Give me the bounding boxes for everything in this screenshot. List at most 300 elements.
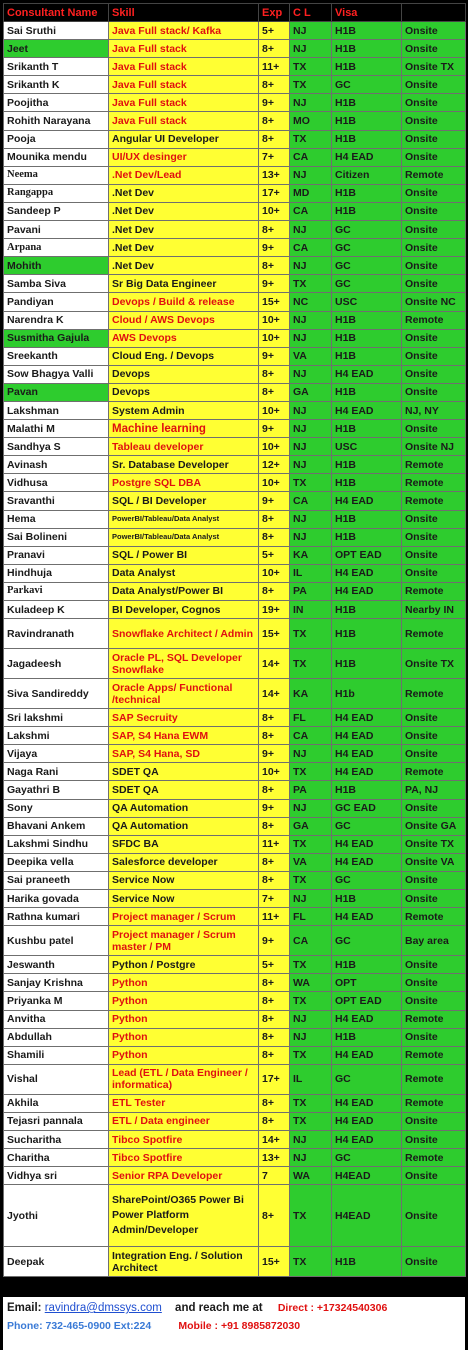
location-cell: TX <box>290 835 332 853</box>
visa-cell: OPT EAD <box>332 546 402 564</box>
table-row <box>4 1167 466 1185</box>
location-cell: KA <box>290 679 332 709</box>
consultant-name-cell: Ravindranath <box>4 619 109 649</box>
header-exp: Exp <box>259 4 290 22</box>
table-row <box>4 1094 466 1112</box>
experience-cell: 15+ <box>259 619 290 649</box>
work-mode-cell: Remote <box>402 763 466 781</box>
visa-cell: GC <box>332 1064 402 1094</box>
experience-cell: 17+ <box>259 1064 290 1094</box>
skill-cell: PowerBI/Tableau/Data Analyst <box>109 528 259 546</box>
experience-cell: 10+ <box>259 438 290 456</box>
skill-cell: Oracle PL, SQL Developer Snowflake <box>109 649 259 679</box>
work-mode-cell: Remote <box>402 1010 466 1028</box>
location-cell: NJ <box>290 329 332 347</box>
consultant-name-cell: Sony <box>4 799 109 817</box>
skill-cell: Snowflake Architect / Admin <box>109 619 259 649</box>
visa-cell: GC EAD <box>332 799 402 817</box>
skill-cell: BI Developer, Cognos <box>109 601 259 619</box>
location-cell: CA <box>290 492 332 510</box>
location-cell: NJ <box>290 1130 332 1148</box>
location-cell: MO <box>290 112 332 130</box>
skill-cell: .Net Dev <box>109 202 259 220</box>
visa-cell: H1B <box>332 1028 402 1046</box>
consultant-name-cell: Gayathri B <box>4 781 109 799</box>
skill-cell: Sr. Database Developer <box>109 456 259 474</box>
table-row <box>4 474 466 492</box>
skill-cell: Angular UI Developer <box>109 130 259 148</box>
work-mode-cell: Onsite <box>402 257 466 275</box>
table-row <box>4 763 466 781</box>
experience-cell: 9+ <box>259 347 290 365</box>
table-row <box>4 564 466 582</box>
table-row <box>4 835 466 853</box>
work-mode-cell: Onsite <box>402 546 466 564</box>
table-row <box>4 221 466 239</box>
table-row <box>4 817 466 835</box>
table-row <box>4 365 466 383</box>
location-cell: NJ <box>290 1028 332 1046</box>
location-cell: NJ <box>290 528 332 546</box>
work-mode-cell: Onsite <box>402 202 466 220</box>
consultant-name-cell: Rangappa <box>4 184 109 202</box>
experience-cell: 10+ <box>259 329 290 347</box>
consultant-name-cell: Pavani <box>4 221 109 239</box>
skill-cell: SQL / BI Developer <box>109 492 259 510</box>
location-cell: NJ <box>290 1010 332 1028</box>
table-row <box>4 202 466 220</box>
work-mode-cell: Onsite <box>402 1112 466 1130</box>
location-cell: TX <box>290 619 332 649</box>
table-row <box>4 58 466 76</box>
work-mode-cell: Onsite <box>402 564 466 582</box>
skill-cell: Service Now <box>109 871 259 889</box>
location-cell: IN <box>290 601 332 619</box>
location-cell: TX <box>290 1094 332 1112</box>
visa-cell: H1B <box>332 956 402 974</box>
experience-cell: 8+ <box>259 383 290 401</box>
work-mode-cell: Onsite <box>402 275 466 293</box>
contact-footer <box>3 1297 465 1350</box>
table-row <box>4 329 466 347</box>
visa-cell: H1B <box>332 601 402 619</box>
consultant-name-cell: Samba Siva <box>4 275 109 293</box>
work-mode-cell: Onsite <box>402 890 466 908</box>
consultant-name-cell: Pranavi <box>4 546 109 564</box>
table-row <box>4 438 466 456</box>
work-mode-cell: Onsite NJ <box>402 438 466 456</box>
table-row <box>4 420 466 438</box>
table-row <box>4 148 466 166</box>
experience-cell: 10+ <box>259 474 290 492</box>
table-row <box>4 601 466 619</box>
visa-cell: GC <box>332 239 402 257</box>
location-cell: PA <box>290 781 332 799</box>
work-mode-cell: Onsite <box>402 130 466 148</box>
consultant-name-cell: Mounika mendu <box>4 148 109 166</box>
visa-cell: H4EAD <box>332 1167 402 1185</box>
table-row <box>4 456 466 474</box>
work-mode-cell: Onsite <box>402 40 466 58</box>
work-mode-cell: Bay area <box>402 926 466 956</box>
consultant-name-cell: Lakshmi Sindhu <box>4 835 109 853</box>
location-cell: NJ <box>290 40 332 58</box>
location-cell: NJ <box>290 365 332 383</box>
skill-cell: Cloud / AWS Devops <box>109 311 259 329</box>
work-mode-cell: Onsite <box>402 420 466 438</box>
table-row <box>4 908 466 926</box>
work-mode-cell: Onsite <box>402 94 466 112</box>
table-row <box>4 1247 466 1277</box>
experience-cell: 8+ <box>259 510 290 528</box>
table-row <box>4 1028 466 1046</box>
visa-cell: H4 EAD <box>332 853 402 871</box>
work-mode-cell: Onsite <box>402 184 466 202</box>
skill-cell: Data Analyst <box>109 564 259 582</box>
consultant-table <box>3 3 466 1277</box>
consultant-name-cell: Sravanthi <box>4 492 109 510</box>
work-mode-cell: Onsite <box>402 239 466 257</box>
consultant-name-cell: Avinash <box>4 456 109 474</box>
table-row <box>4 871 466 889</box>
work-mode-cell: Remote <box>402 456 466 474</box>
visa-cell: H1B <box>332 58 402 76</box>
location-cell: IL <box>290 1064 332 1094</box>
skill-cell: .Net Dev <box>109 257 259 275</box>
experience-cell: 8+ <box>259 992 290 1010</box>
skill-cell: .Net Dev <box>109 221 259 239</box>
work-mode-cell: Remote <box>402 1046 466 1064</box>
skill-cell: SAP, S4 Hana EWM <box>109 727 259 745</box>
table-row <box>4 94 466 112</box>
consultant-name-cell: Malathi M <box>4 420 109 438</box>
table-row <box>4 799 466 817</box>
work-mode-cell: Onsite <box>402 148 466 166</box>
consultant-name-cell: Charitha <box>4 1149 109 1167</box>
experience-cell: 8+ <box>259 582 290 600</box>
work-mode-cell: Onsite <box>402 1028 466 1046</box>
consultant-name-cell: Vishal <box>4 1064 109 1094</box>
visa-cell: H1B <box>332 890 402 908</box>
skill-cell: SAP Secruity <box>109 709 259 727</box>
work-mode-cell: Onsite <box>402 727 466 745</box>
header-consultant-name: Consultant Name <box>4 4 109 22</box>
location-cell: TX <box>290 58 332 76</box>
experience-cell: 8+ <box>259 365 290 383</box>
skill-cell: Service Now <box>109 890 259 908</box>
table-header-row <box>4 4 466 22</box>
experience-cell: 5+ <box>259 22 290 40</box>
visa-cell: H4 EAD <box>332 835 402 853</box>
location-cell: TX <box>290 956 332 974</box>
consultant-name-cell: Sai praneeth <box>4 871 109 889</box>
location-cell: NJ <box>290 94 332 112</box>
consultant-name-cell: Siva Sandireddy <box>4 679 109 709</box>
consultant-name-cell: Sandeep P <box>4 202 109 220</box>
work-mode-cell: Onsite NC <box>402 293 466 311</box>
location-cell: CA <box>290 239 332 257</box>
table-row <box>4 1149 466 1167</box>
consultant-name-cell: Shamili <box>4 1046 109 1064</box>
location-cell: CA <box>290 926 332 956</box>
consultant-name-cell: Priyanka M <box>4 992 109 1010</box>
skill-cell: ETL / Data engineer <box>109 1112 259 1130</box>
skill-cell: PowerBI/Tableau/Data Analyst <box>109 510 259 528</box>
visa-cell: H1B <box>332 619 402 649</box>
consultant-name-cell: Bhavani Ankem <box>4 817 109 835</box>
consultant-name-cell: Vidhusa <box>4 474 109 492</box>
table-row <box>4 619 466 649</box>
visa-cell: USC <box>332 438 402 456</box>
location-cell: KA <box>290 546 332 564</box>
experience-cell: 11+ <box>259 835 290 853</box>
experience-cell: 11+ <box>259 58 290 76</box>
consultant-name-cell: Sow Bhagya Valli <box>4 365 109 383</box>
experience-cell: 9+ <box>259 745 290 763</box>
email-link[interactable]: ravindra@dmssys.com <box>44 1302 162 1314</box>
skill-cell: Java Full stack <box>109 76 259 94</box>
work-mode-cell: Onsite <box>402 1130 466 1148</box>
experience-cell: 14+ <box>259 679 290 709</box>
skill-cell: Java Full stack <box>109 112 259 130</box>
skill-cell: Python <box>109 992 259 1010</box>
skill-cell: QA Automation <box>109 799 259 817</box>
location-cell: WA <box>290 974 332 992</box>
consultant-name-cell: Lakshman <box>4 401 109 419</box>
consultant-name-cell: Pandiyan <box>4 293 109 311</box>
visa-cell: H1B <box>332 22 402 40</box>
experience-cell: 8+ <box>259 709 290 727</box>
location-cell: NJ <box>290 311 332 329</box>
experience-cell: 9+ <box>259 799 290 817</box>
location-cell: FL <box>290 709 332 727</box>
reach-text: and reach me at <box>175 1302 263 1314</box>
experience-cell: 8+ <box>259 1185 290 1247</box>
skill-cell: Devops / Build & release <box>109 293 259 311</box>
work-mode-cell: Onsite <box>402 1247 466 1277</box>
consultant-name-cell: Sreekanth <box>4 347 109 365</box>
location-cell: FL <box>290 908 332 926</box>
skill-cell: Python <box>109 1046 259 1064</box>
visa-cell: H1B <box>332 202 402 220</box>
location-cell: CA <box>290 148 332 166</box>
experience-cell: 9+ <box>259 492 290 510</box>
consultant-name-cell: Sai Bolineni <box>4 528 109 546</box>
skill-cell: SharePoint/O365 Power Bi Power Platform Admin/Developer <box>109 1185 259 1247</box>
mobile-phone: Mobile : +91 8985872030 <box>178 1320 301 1332</box>
table-body <box>4 22 466 1277</box>
work-mode-cell: Onsite <box>402 365 466 383</box>
table-row <box>4 311 466 329</box>
consultant-name-cell: Rathna kumari <box>4 908 109 926</box>
visa-cell: H4 EAD <box>332 564 402 582</box>
work-mode-cell: Onsite <box>402 510 466 528</box>
work-mode-cell: Onsite <box>402 76 466 94</box>
table-row <box>4 1185 466 1247</box>
experience-cell: 15+ <box>259 293 290 311</box>
consultant-name-cell: Narendra K <box>4 311 109 329</box>
skill-cell: Python / Postgre <box>109 956 259 974</box>
experience-cell: 8+ <box>259 817 290 835</box>
experience-cell: 8+ <box>259 40 290 58</box>
table-row <box>4 926 466 956</box>
table-row <box>4 853 466 871</box>
skill-cell: Devops <box>109 383 259 401</box>
skill-cell: Tableau developer <box>109 438 259 456</box>
consultant-name-cell: Anvitha <box>4 1010 109 1028</box>
visa-cell: H4 EAD <box>332 148 402 166</box>
table-row <box>4 781 466 799</box>
visa-cell: GC <box>332 817 402 835</box>
work-mode-cell: Remote <box>402 1094 466 1112</box>
visa-cell: H1B <box>332 474 402 492</box>
experience-cell: 8+ <box>259 1028 290 1046</box>
visa-cell: H4 EAD <box>332 582 402 600</box>
location-cell: GA <box>290 817 332 835</box>
consultant-name-cell: Pooja <box>4 130 109 148</box>
consultant-name-cell: Parkavi <box>4 582 109 600</box>
experience-cell: 8+ <box>259 727 290 745</box>
consultant-name-cell: Naga Rani <box>4 763 109 781</box>
experience-cell: 8+ <box>259 1046 290 1064</box>
experience-cell: 5+ <box>259 546 290 564</box>
visa-cell: H4 EAD <box>332 492 402 510</box>
visa-cell: H4 EAD <box>332 401 402 419</box>
skill-cell: SDET QA <box>109 763 259 781</box>
work-mode-cell: Onsite <box>402 347 466 365</box>
location-cell: TX <box>290 76 332 94</box>
experience-cell: 8+ <box>259 974 290 992</box>
location-cell: NJ <box>290 221 332 239</box>
work-mode-cell: Remote <box>402 582 466 600</box>
footer-phone-row <box>7 1317 461 1335</box>
visa-cell: GC <box>332 257 402 275</box>
visa-cell: OPT <box>332 974 402 992</box>
visa-cell: GC <box>332 275 402 293</box>
work-mode-cell: Onsite <box>402 383 466 401</box>
visa-cell: H1B <box>332 329 402 347</box>
table-row <box>4 1046 466 1064</box>
visa-cell: H4 EAD <box>332 1010 402 1028</box>
experience-cell: 9+ <box>259 239 290 257</box>
work-mode-cell: NJ, NY <box>402 401 466 419</box>
visa-cell: H4 EAD <box>332 1094 402 1112</box>
consultant-name-cell: Mohith <box>4 257 109 275</box>
location-cell: TX <box>290 649 332 679</box>
work-mode-cell: Remote <box>402 166 466 184</box>
experience-cell: 9+ <box>259 420 290 438</box>
location-cell: TX <box>290 1112 332 1130</box>
consultant-name-cell: Neema <box>4 166 109 184</box>
experience-cell: 13+ <box>259 166 290 184</box>
consultant-name-cell: Srikanth K <box>4 76 109 94</box>
table-row <box>4 1064 466 1094</box>
location-cell: TX <box>290 275 332 293</box>
work-mode-cell: Onsite <box>402 992 466 1010</box>
table-row <box>4 956 466 974</box>
skill-cell: Python <box>109 1028 259 1046</box>
location-cell: TX <box>290 1247 332 1277</box>
skill-cell: Salesforce developer <box>109 853 259 871</box>
header-cl: C L <box>290 4 332 22</box>
location-cell: NJ <box>290 22 332 40</box>
location-cell: NJ <box>290 420 332 438</box>
skill-cell: Devops <box>109 365 259 383</box>
consultant-name-cell: Sucharitha <box>4 1130 109 1148</box>
experience-cell: 8+ <box>259 257 290 275</box>
location-cell: IL <box>290 564 332 582</box>
table-row <box>4 40 466 58</box>
work-mode-cell: Remote <box>402 1064 466 1094</box>
table-row <box>4 293 466 311</box>
skill-cell: QA Automation <box>109 817 259 835</box>
location-cell: VA <box>290 347 332 365</box>
experience-cell: 9+ <box>259 94 290 112</box>
location-cell: VA <box>290 853 332 871</box>
location-cell: MD <box>290 184 332 202</box>
visa-cell: H4 EAD <box>332 365 402 383</box>
location-cell: NJ <box>290 1149 332 1167</box>
consultant-name-cell: Sri lakshmi <box>4 709 109 727</box>
experience-cell: 7+ <box>259 890 290 908</box>
location-cell: NJ <box>290 745 332 763</box>
table-row <box>4 582 466 600</box>
skill-cell: System Admin <box>109 401 259 419</box>
work-mode-cell: Remote <box>402 619 466 649</box>
header-skill: Skill <box>109 4 259 22</box>
skill-cell: SFDC BA <box>109 835 259 853</box>
location-cell: WA <box>290 1167 332 1185</box>
consultant-name-cell: Sai Sruthi <box>4 22 109 40</box>
consultant-name-cell: Hema <box>4 510 109 528</box>
skill-cell: Sr Big Data Engineer <box>109 275 259 293</box>
location-cell: PA <box>290 582 332 600</box>
experience-cell: 8+ <box>259 1112 290 1130</box>
skill-cell: Java Full stack/ Kafka <box>109 22 259 40</box>
location-cell: NJ <box>290 438 332 456</box>
location-cell: TX <box>290 871 332 889</box>
work-mode-cell: Onsite <box>402 956 466 974</box>
consultant-name-cell: Kuladeep K <box>4 601 109 619</box>
experience-cell: 8+ <box>259 130 290 148</box>
consultant-name-cell: Arpana <box>4 239 109 257</box>
table-row <box>4 745 466 763</box>
table-row <box>4 76 466 94</box>
work-mode-cell: Onsite <box>402 1167 466 1185</box>
table-row <box>4 22 466 40</box>
visa-cell: H1B <box>332 649 402 679</box>
location-cell: NJ <box>290 799 332 817</box>
location-cell: NJ <box>290 456 332 474</box>
location-cell: NJ <box>290 401 332 419</box>
location-cell: NJ <box>290 890 332 908</box>
visa-cell: GC <box>332 926 402 956</box>
visa-cell: H1B <box>332 311 402 329</box>
skill-cell: .Net Dev <box>109 239 259 257</box>
location-cell: TX <box>290 130 332 148</box>
visa-cell: GC <box>332 871 402 889</box>
consultant-name-cell: Vidhya sri <box>4 1167 109 1185</box>
visa-cell: H4EAD <box>332 1185 402 1247</box>
skill-cell: Tibco Spotfire <box>109 1149 259 1167</box>
work-mode-cell: Onsite VA <box>402 853 466 871</box>
consultant-name-cell: Hindhuja <box>4 564 109 582</box>
table-row <box>4 1130 466 1148</box>
visa-cell: H1B <box>332 420 402 438</box>
table-row <box>4 727 466 745</box>
consultant-name-cell: Lakshmi <box>4 727 109 745</box>
consultant-name-cell: Vijaya <box>4 745 109 763</box>
